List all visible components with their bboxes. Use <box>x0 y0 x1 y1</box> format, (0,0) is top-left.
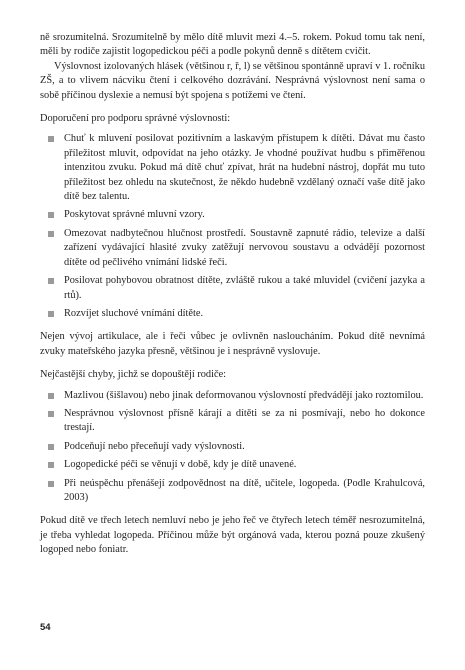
square-bullet-icon <box>48 444 54 450</box>
square-bullet-icon <box>48 481 54 487</box>
list-item <box>40 132 425 204</box>
list-item <box>40 440 425 454</box>
square-bullet-icon <box>48 311 54 317</box>
list-item-text: Posilovat pohybovou obratnost dítěte, zvláště rukou a také mluvidel (cvičení jazyka a rtů). <box>64 275 425 301</box>
square-bullet-icon <box>48 278 54 284</box>
recommendations-intro: Doporučení pro podporu správné výslovnosti: <box>40 113 231 125</box>
list-item-text: Při neúspěchu přenášejí zodpovědnost na dítě, učitele, logopeda. (Podle Krahulcová, 2003) <box>64 477 425 503</box>
list-item <box>40 208 425 222</box>
square-bullet-icon <box>48 231 54 237</box>
paragraph-isolated-sounds: Výslovnost izolovaných hlásek (většinou r, ř, l) se většinou spontánně upraví v 1. ročníku ZŠ, a to vlivem nácviku čtení i celkového dozrávání. Nesprávná výslovnost není sama o sobě příčinou dyslexie a nemusí být spojena s potížemi ve čtení. <box>40 60 425 101</box>
mistakes-intro: Nejčastější chyby, jichž se dopouštějí rodiče: <box>40 369 227 381</box>
list-item <box>40 227 425 270</box>
list-item-text: Nesprávnou výslovnost přísně kárají a dítěti se za ni posmívají, nebo ho dokonce trestají. <box>64 407 425 434</box>
page-body <box>40 31 425 558</box>
list-item-text: Rozvíjet sluchové vnímání dítěte. <box>64 307 204 319</box>
paragraph-seek-speech-therapist: Pokud dítě ve třech letech nemluví nebo je jeho řeč ve čtyřech letech téměř nesrozumitelná, je třeba vyhledat logopeda. Příčinou může být orgánová vada, kterou pozná pouze zkušený logoped nebo foniatr. <box>40 515 425 556</box>
list-item <box>40 307 425 321</box>
recommendations-list <box>40 132 425 321</box>
list-item-text: Chuť k mluvení posilovat pozitivním a laskavým přístupem k dítěti. Dávat mu často příležitost mluvit, odpovídat na jeho otázky. Je vhodné používat hudbu s přiměřenou intenzitou zvuku. Pokud má dítě chuť zpívat, hrát na hudební nástroj, dopřát mu tuto příležitost bez ohledu na skutečnost, že někdo hudebně vzdělaný označí vaše dítě jako dítě bez talentu. <box>64 133 425 203</box>
list-item <box>40 458 425 472</box>
square-bullet-icon <box>48 393 54 399</box>
square-bullet-icon <box>48 136 54 142</box>
list-item <box>40 477 425 506</box>
page-number: 54 <box>40 622 51 633</box>
list-item <box>40 274 425 303</box>
mistakes-list <box>40 389 425 506</box>
square-bullet-icon <box>48 411 54 417</box>
list-item-text: Poskytovat správné mluvní vzory. <box>64 209 205 221</box>
paragraph-listening: Nejen vývoj artikulace, ale i řeči vůbec je ovlivněn nasloucháním. Pokud dítě nevnímá zvuky mateřského jazyka přesně, většinou je i nesprávně vyslovuje. <box>40 331 425 357</box>
list-item-text: Podceňují nebo přeceňují vady výslovnosti. <box>64 440 245 452</box>
list-item-text: Mazlivou (šišlavou) nebo jinak deformovanou výslovností předvádějí jako roztomilou. <box>64 389 424 401</box>
list-item-text: Omezovat nadbytečnou hlučnost prostředí. Soustavně zapnuté rádio, televize a další zařízení vydávající hlasité zvuky zatěžují nervovou soustavu a odvádějí pozornost dítěte od pečlivého vnímání lidské řeči. <box>64 227 425 268</box>
paragraph-continuation: ně srozumitelná. Srozumitelně by mělo dítě mluvit mezi 4.–5. rokem. Pokud tomu tak není, měli by rodiče zajistit logopedickou péči a podle pokynů denně s dítětem cvičit. <box>40 32 425 58</box>
square-bullet-icon <box>48 462 54 468</box>
square-bullet-icon <box>48 212 54 218</box>
list-item <box>40 407 425 436</box>
list-item <box>40 389 425 403</box>
list-item-text: Logopedické péči se věnují v době, kdy je dítě unavené. <box>64 459 297 471</box>
